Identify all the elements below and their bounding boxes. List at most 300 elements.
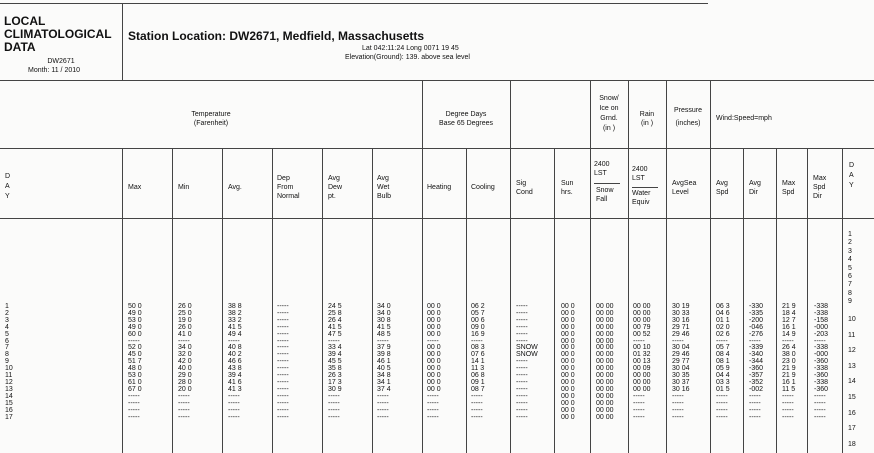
table-cell: ----- [716,406,728,414]
table-cell: ----- [128,399,140,407]
table-cell: 8 [5,351,9,359]
table-cell: 40 2 [228,351,242,359]
table-cell: ----- [377,337,389,345]
table-cell: ----- [128,413,140,421]
table-cell: ----- [471,413,483,421]
header-line: D [849,162,855,169]
table-cell: ----- [814,392,826,400]
group-line: (in ) [640,120,654,127]
header-bottom-border [0,80,874,81]
table-cell: 00 0 [561,330,575,338]
day-index: 15 [848,393,856,401]
table-cell: 26 3 [328,372,342,380]
header-line: Level [672,189,689,196]
header-rule [594,183,620,184]
table-cell: 29 46 [672,351,690,359]
table-cell: 40 5 [377,365,391,373]
table-cell: 00 0 [561,385,575,393]
table-cell: ----- [672,399,684,407]
table-cell: ----- [672,406,684,414]
table-cell: 08 4 [716,351,730,359]
table-cell: 00 00 [596,337,614,345]
day-index: 3 [848,247,852,255]
header-line: Wet [377,184,390,191]
table-cell: 21 9 [782,303,796,310]
table-cell: 3 [5,316,9,324]
table-cell: ----- [516,316,528,324]
table-cell: 00 00 [596,303,614,310]
table-cell: ----- [749,413,761,421]
table-cell: 00 0 [427,303,441,310]
table-cell: 2 [5,309,9,317]
table-cell: 29 0 [178,372,192,380]
header-line: 2400 [632,166,648,173]
table-cell: 34 8 [377,372,391,380]
table-cell: ----- [277,365,289,373]
dep-normal-column [277,304,289,421]
table-cell: -360 [814,385,829,393]
table-cell: ----- [633,392,645,400]
table-cell: ----- [277,323,289,331]
column-divider [710,80,711,453]
table-cell: 00 0 [427,344,441,352]
table-cell: ----- [277,330,289,338]
wet-bulb-header [377,174,391,201]
table-cell: 00 0 [561,413,575,421]
header-line: Avg [377,175,389,182]
table-cell: ----- [277,309,289,317]
table-cell: 39 4 [328,351,342,359]
table-cell: ----- [228,392,240,400]
group-line: Temperature [191,111,231,118]
header-line: Avg [716,180,728,187]
table-cell: 00 0 [561,344,575,352]
table-cell: -339 [749,344,764,352]
group-line: (Farenheit) [193,120,229,127]
table-cell: 00 00 [633,316,651,324]
table-cell: ----- [633,406,645,414]
table-cell: ----- [377,399,389,407]
table-cell: 30 16 [672,385,690,393]
temperature-group-label [0,110,422,128]
header-line: D [5,173,11,180]
table-cell: 16 1 [782,378,796,386]
column-divider [172,148,173,453]
table-cell: 00 10 [633,344,651,352]
table-cell: ----- [328,406,340,414]
table-cell: 00 0 [427,358,441,366]
right-day-index-top [848,231,852,307]
table-cell: 00 00 [596,392,614,400]
header-line: hrs. [561,189,573,196]
snow-group-label [590,94,628,134]
group-line: Grnd. [600,115,618,122]
table-cell: ----- [516,337,528,345]
table-cell: ----- [427,337,439,345]
table-cell: 30 8 [377,316,391,324]
table-cell: 00 00 [596,399,614,407]
top-border [0,3,708,4]
header-line: Spd [782,189,795,196]
table-cell: ----- [471,392,483,400]
table-cell: ----- [516,392,528,400]
table-cell: 11 3 [471,365,485,373]
table-cell: 00 79 [633,323,651,331]
table-cell: ----- [228,413,240,421]
table-cell: 48 0 [128,365,142,373]
day-index: 16 [848,409,856,417]
table-cell: 00 00 [596,413,614,421]
table-cell: 45 5 [328,358,342,366]
table-cell: ----- [277,399,289,407]
table-cell: 00 0 [561,378,575,386]
table-cell: 06 8 [471,372,485,380]
table-cell: 00 0 [561,372,575,380]
column-divider [628,80,629,453]
table-cell: 21 9 [782,372,796,380]
table-cell: 09 1 [471,378,485,386]
header-line: Y [849,182,854,189]
table-cell: 00 00 [596,365,614,373]
column-divider [466,148,467,453]
group-line: Ice on [599,105,619,112]
sig-cond-header [516,179,533,197]
table-cell: 00 00 [633,309,651,317]
day-index: 18 [848,440,856,448]
snowfall-column [596,304,614,421]
table-cell: 60 0 [128,330,142,338]
table-cell: ----- [328,399,340,407]
table-cell: ----- [178,399,190,407]
table-cell: 49 0 [128,309,142,317]
table-cell: 05 9 [716,365,730,373]
table-cell: ----- [328,337,340,345]
avg-temp-column [228,304,242,421]
table-cell: 08 7 [471,385,485,393]
avg-wind-speed-header [716,179,728,197]
dew-point-column [328,304,342,421]
rain-column [633,304,651,421]
table-cell: 02 0 [716,323,730,331]
pressure-column [672,304,690,421]
table-cell: 43 8 [228,365,242,373]
table-cell: SNOW [516,351,538,359]
table-cell: 23 0 [782,358,796,366]
table-cell: ----- [672,337,684,345]
title-line: LOCAL [4,14,46,28]
table-cell: 05 7 [716,344,730,352]
table-cell: 00 0 [561,358,575,366]
column-divider [222,148,223,453]
table-cell: -360 [814,358,829,366]
column-divider [666,80,667,453]
max-temp-column [128,304,142,421]
group-line: Snow/ [599,95,619,102]
table-cell: 00 52 [633,330,651,338]
table-cell: ----- [716,399,728,407]
table-cell: ----- [814,337,826,345]
table-cell: 46 6 [228,358,242,366]
table-cell: 06 3 [716,303,730,310]
table-cell: 41 3 [228,385,242,393]
table-cell: -338 [814,303,829,310]
header-line: Avg [749,180,761,187]
table-cell: 05 7 [471,309,485,317]
table-cell: 33 2 [228,316,242,324]
table-cell: -200 [749,316,764,324]
table-cell: ----- [178,413,190,421]
table-cell: ----- [427,406,439,414]
group-line: Pressure [673,107,702,114]
table-cell: 48 5 [377,330,391,338]
table-cell: ----- [782,399,794,407]
header-line: Sig [516,180,527,187]
table-cell: ----- [328,413,340,421]
column-divider [807,148,808,453]
table-cell: 00 0 [427,330,441,338]
station-location: Station Location: DW2671, Medfield, Massachusetts [128,29,425,43]
table-cell: ----- [377,406,389,414]
table-cell: 30 19 [672,303,690,310]
table-cell: 45 0 [128,351,142,359]
day-index: 14 [848,378,856,386]
table-cell: 67 0 [128,385,142,393]
table-cell: ----- [277,337,289,345]
title-line: CLIMATOLOGICAL [4,27,112,41]
table-cell: 00 13 [633,358,651,366]
table-cell: 12 [5,378,13,386]
table-cell: 34 0 [377,309,391,317]
table-cell: 29 77 [672,358,690,366]
table-cell: 30 37 [672,378,690,386]
table-cell: 00 0 [427,365,441,373]
table-cell: ----- [471,406,483,414]
table-cell: 53 0 [128,316,142,324]
day-column-header-right [849,161,854,191]
table-cell: 00 0 [561,365,575,373]
header-line: Water [632,190,651,197]
table-cell: 00 00 [596,372,614,380]
report-title [4,15,112,54]
table-cell: 00 0 [427,351,441,359]
header-line: Spd [813,184,826,191]
table-cell: ----- [277,378,289,386]
table-cell: 00 00 [596,316,614,324]
table-cell: ----- [516,378,528,386]
table-cell: 6 [5,337,9,345]
table-cell: 00 0 [561,316,575,324]
table-cell: 01 5 [716,385,730,393]
rain-water-equiv-header [632,165,662,207]
table-cell: 06 2 [471,303,485,310]
table-cell: 41 6 [228,378,242,386]
sun-hours-column [561,304,575,421]
table-cell: 04 6 [716,309,730,317]
header-line: Avg [328,175,340,182]
table-cell: ----- [516,406,528,414]
day-index: 2 [848,239,852,247]
header-line: 2400 [594,161,610,168]
table-cell: ----- [672,392,684,400]
table-cell: ----- [178,406,190,414]
table-cell: 14 1 [471,358,485,366]
table-cell: 39 4 [228,372,242,380]
table-cell: -000 [814,323,829,331]
header-line: Max [782,180,796,187]
table-cell: ----- [516,303,528,310]
table-cell: 7 [5,344,9,352]
day-index: 5 [848,264,852,272]
column-divider [842,148,843,453]
day-index: 10 [848,316,856,323]
table-cell: 00 0 [427,372,441,380]
header-line: Snow [596,187,614,194]
day-index: 13 [848,362,856,370]
table-cell: ----- [516,385,528,393]
header-line: Spd [716,189,729,196]
table-cell: 51 7 [128,358,142,366]
table-cell: ----- [277,358,289,366]
table-cell: -338 [814,365,829,373]
table-cell: -344 [749,358,764,366]
table-cell: 04 4 [716,372,730,380]
table-cell: 21 9 [782,365,796,373]
table-cell: 00 00 [596,351,614,359]
table-cell: 20 0 [178,385,192,393]
table-cell: ----- [516,323,528,331]
table-cell: -340 [749,351,764,359]
group-line: Rain [639,111,655,118]
table-cell: ----- [633,399,645,407]
min-temp-column [178,304,192,421]
table-cell: 41 5 [328,323,342,331]
group-line: (inches) [675,120,701,127]
table-cell: ----- [277,316,289,324]
table-cell: 12 7 [782,316,796,324]
column-divider [554,148,555,453]
table-cell: 00 0 [427,323,441,331]
table-cell: -002 [749,385,764,393]
day-index: 12 [848,347,856,355]
pressure-group-label [666,104,710,130]
table-cell: ----- [749,392,761,400]
table-cell: 53 0 [128,372,142,380]
table-cell: ----- [178,392,190,400]
table-cell: 25 8 [328,309,342,317]
header-line: Dew [328,184,343,191]
lat-long: Lat 042:11:24 Long 0071 19 45 [362,45,459,52]
table-cell: 16 [5,406,13,414]
day-index: 8 [848,289,852,297]
table-cell: 00 00 [596,385,614,393]
table-cell: ----- [128,406,140,414]
table-cell: 40 8 [228,344,242,352]
table-cell: 00 00 [596,344,614,352]
table-cell: 35 8 [328,365,342,373]
table-cell: 34 0 [178,344,192,352]
table-cell: 19 0 [178,316,192,324]
table-cell: ----- [716,413,728,421]
table-cell: 00 00 [633,385,651,393]
table-cell: 38 2 [228,309,242,317]
table-cell: -335 [749,309,764,317]
table-cell: 30 16 [672,316,690,324]
table-cell: ----- [749,337,761,345]
table-cell: ----- [277,344,289,352]
table-cell: 33 4 [328,344,342,352]
header-line: Dep [277,175,290,182]
table-cell: 24 5 [328,303,342,310]
table-cell: ----- [782,392,794,400]
table-cell: ----- [277,392,289,400]
table-cell: 9 [5,358,9,366]
table-cell: 00 00 [596,378,614,386]
day-column-header-left [5,172,10,202]
table-cell: 47 5 [328,330,342,338]
heating-column [427,304,441,421]
table-cell: 11 [5,372,13,380]
table-cell: 00 0 [561,323,575,331]
table-cell: ----- [716,337,728,345]
table-cell: ----- [516,309,528,317]
table-cell: 00 00 [596,406,614,414]
table-cell: ----- [377,392,389,400]
table-cell: -158 [814,316,829,324]
day-index: 4 [848,256,852,264]
table-cell: 30 04 [672,365,690,373]
sun-hours-header [561,179,573,197]
column-divider [122,148,123,453]
day-index: 9 [848,298,852,306]
max-wind-speed-column [782,304,796,421]
table-cell: ----- [427,399,439,407]
column-divider [372,148,373,453]
table-cell: 1 [5,303,9,310]
table-cell: 00 0 [427,378,441,386]
table-cell: 16 1 [782,323,796,331]
table-cell: 02 6 [716,330,730,338]
day-column [5,304,13,421]
table-cell: -338 [814,309,829,317]
header-line: A [849,172,854,179]
table-cell: 00 00 [596,330,614,338]
table-cell: -046 [749,323,764,331]
table-cell: 00 0 [561,406,575,414]
table-cell: 26 4 [782,344,796,352]
cooling-column [471,304,485,421]
table-cell: 00 0 [561,399,575,407]
table-cell: 46 1 [377,358,391,366]
max-wind-dir-header [813,174,826,201]
column-divider [776,148,777,453]
avg-wind-dir-header [749,179,761,197]
sig-cond-column [516,304,538,421]
table-cell: 30 33 [672,309,690,317]
header-line: LST [632,175,645,182]
table-cell: -360 [749,365,764,373]
table-cell: 25 0 [178,309,192,317]
avg-temp-header: Avg. [228,184,242,191]
table-cell: 00 0 [427,309,441,317]
snowfall-header [594,160,624,204]
table-cell: 29 71 [672,323,690,331]
table-cell: 50 0 [128,303,142,310]
day-index: 6 [848,273,852,281]
table-cell: 40 0 [178,365,192,373]
table-cell: 26 0 [178,303,192,310]
header-line: pt. [328,193,336,200]
table-cell: ----- [516,358,528,366]
